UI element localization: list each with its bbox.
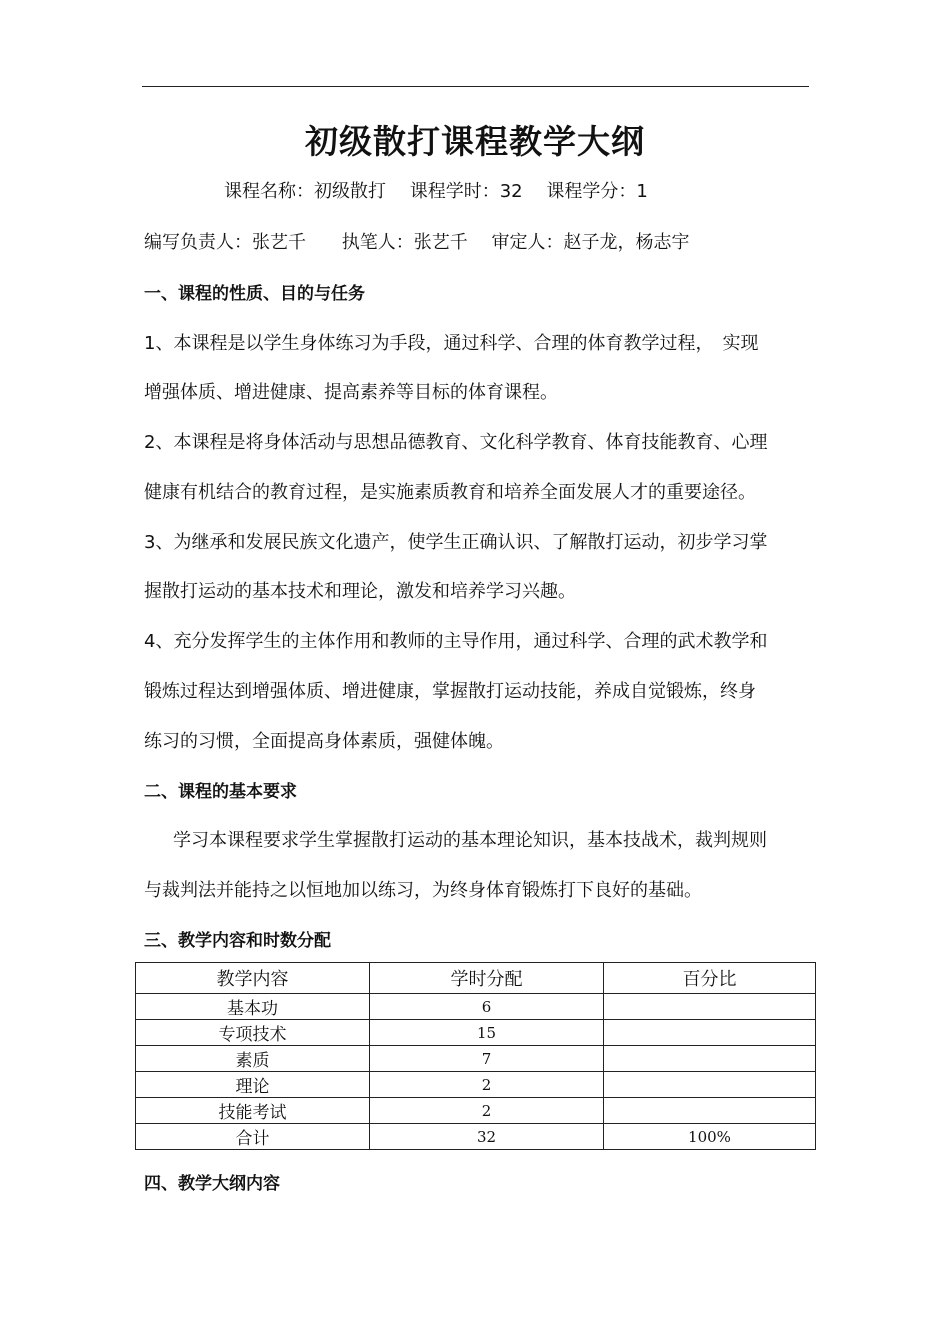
table-cell: 100% bbox=[604, 1124, 816, 1150]
reviewers: 审定人：赵子龙，杨志宇 bbox=[491, 232, 690, 253]
table-cell: 技能考试 bbox=[136, 1098, 370, 1124]
table-cell bbox=[604, 1072, 816, 1098]
hours-allocation-table bbox=[135, 962, 816, 1150]
column-header: 教学内容 bbox=[136, 963, 370, 994]
table-row bbox=[136, 994, 816, 1020]
course-name: 课程名称：初级散打 bbox=[224, 181, 386, 202]
table-cell bbox=[604, 1046, 816, 1072]
table-header-row bbox=[136, 963, 816, 994]
table-row bbox=[136, 1098, 816, 1124]
paragraph-line: 练习的习惯，全面提高身体素质，强健体魄。 bbox=[144, 731, 504, 752]
paragraph-line: 1、本课程是以学生身体练习为手段，通过科学、合理的体育教学过程， 实现 bbox=[144, 333, 759, 354]
column-header: 百分比 bbox=[604, 963, 816, 994]
paragraph-line: 锻炼过程达到增强体质、增进健康，掌握散打运动技能，养成自觉锻炼，终身 bbox=[144, 681, 756, 702]
paragraph-line: 握散打运动的基本技术和理论，激发和培养学习兴趣。 bbox=[144, 581, 576, 602]
table-total-row bbox=[136, 1124, 816, 1150]
paragraph-line: 4、充分发挥学生的主体作用和教师的主导作用，通过科学、合理的武术教学和 bbox=[144, 631, 768, 652]
table-cell bbox=[604, 1098, 816, 1124]
section-heading-1: 一、课程的性质、目的与任务 bbox=[144, 284, 365, 304]
table-cell: 基本功 bbox=[136, 994, 370, 1020]
table-cell: 6 bbox=[370, 994, 604, 1020]
header-rule bbox=[142, 86, 809, 87]
course-meta-line bbox=[224, 177, 666, 203]
table-cell bbox=[604, 1020, 816, 1046]
section-heading-4: 四、教学大纲内容 bbox=[144, 1174, 280, 1194]
table-cell: 15 bbox=[370, 1020, 604, 1046]
table-row bbox=[136, 1020, 816, 1046]
paragraph-line: 健康有机结合的教育过程，是实施素质教育和培养全面发展人才的重要途径。 bbox=[144, 482, 756, 503]
paragraph-line: 学习本课程要求学生掌握散打运动的基本理论知识，基本技战术，裁判规则 bbox=[173, 830, 767, 851]
editor: 编写负责人：张艺千 bbox=[144, 232, 306, 253]
column-header: 学时分配 bbox=[370, 963, 604, 994]
table-row bbox=[136, 1072, 816, 1098]
table-cell: 7 bbox=[370, 1046, 604, 1072]
writer: 执笔人：张艺千 bbox=[341, 232, 468, 253]
authors-line bbox=[144, 228, 707, 254]
paragraph-line: 增强体质、增进健康、提高素养等目标的体育课程。 bbox=[144, 382, 558, 403]
course-hours: 课程学时：32 bbox=[409, 181, 523, 202]
table-cell: 专项技术 bbox=[136, 1020, 370, 1046]
course-credits: 课程学分：1 bbox=[546, 181, 648, 202]
table-cell: 2 bbox=[370, 1098, 604, 1124]
table-cell: 合计 bbox=[136, 1124, 370, 1150]
paragraph-line: 2、本课程是将身体活动与思想品德教育、文化科学教育、体育技能教育、心理 bbox=[144, 432, 768, 453]
table-row bbox=[136, 1046, 816, 1072]
table-cell: 素质 bbox=[136, 1046, 370, 1072]
table-cell: 理论 bbox=[136, 1072, 370, 1098]
section-heading-3: 三、教学内容和时数分配 bbox=[144, 931, 331, 951]
section-heading-2: 二、课程的基本要求 bbox=[144, 782, 297, 802]
table-cell: 32 bbox=[370, 1124, 604, 1150]
table-cell bbox=[604, 994, 816, 1020]
table-cell: 2 bbox=[370, 1072, 604, 1098]
paragraph-line: 3、为继承和发展民族文化遗产，使学生正确认识、了解散打运动，初步学习掌 bbox=[144, 532, 768, 553]
document-title: 初级散打课程教学大纲 bbox=[305, 122, 645, 161]
paragraph-line: 与裁判法并能持之以恒地加以练习，为终身体育锻炼打下良好的基础。 bbox=[144, 880, 702, 901]
